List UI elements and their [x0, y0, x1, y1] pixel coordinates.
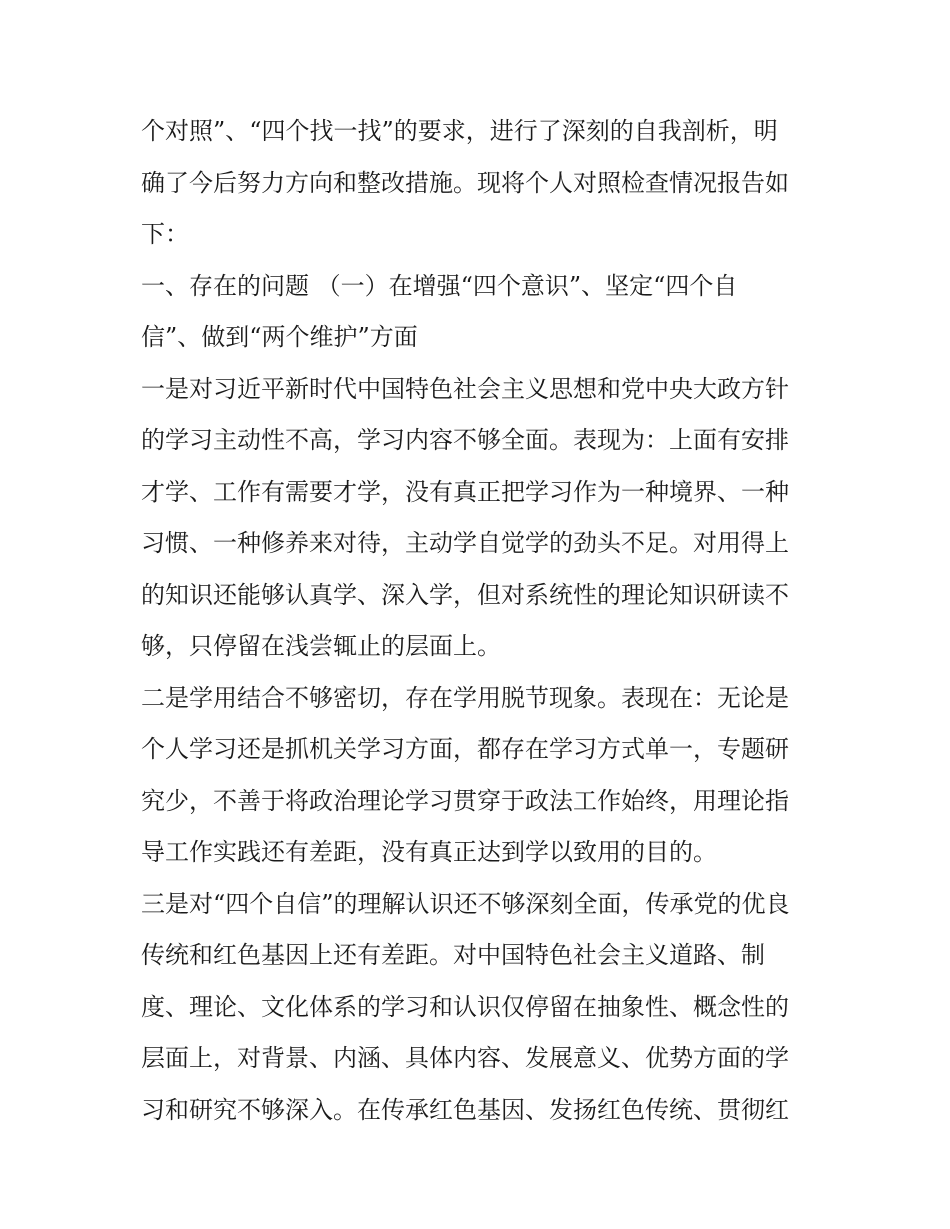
paragraph-point-two: [141, 673, 813, 879]
text-line: 习和研究不够深入。在传承红色基因、发扬红色传统、贯彻红: [141, 1095, 789, 1124]
paragraph-intro: [141, 106, 813, 261]
text-line: 一是对习近平新时代中国特色社会主义思想和党中央大政方针: [141, 374, 789, 403]
document-body: [141, 106, 813, 1136]
text-line: 信”、做到“两个维护”方面: [141, 323, 418, 351]
text-line: 的知识还能够认真学、深入学，但对系统性的理论知识研读不: [141, 580, 789, 609]
text-line: 度、理论、文化体系的学习和认识仅停留在抽象性、概念性的: [141, 992, 789, 1021]
text-line: 一、存在的问题 （一）在增强“四个意识”、坚定“四个自: [141, 271, 738, 300]
text-line: 层面上，对背景、内涵、具体内容、发展意义、优势方面的学: [141, 1044, 789, 1072]
text-line: 三是对“四个自信”的理解认识还不够深刻全面，传承党的优良: [141, 889, 790, 918]
section-heading: [141, 261, 813, 364]
paragraph-point-three: [141, 879, 813, 1137]
text-line: 确了今后努力方向和整改措施。现将个人对照检查情况报告如: [141, 168, 789, 197]
text-line: 导工作实践还有差距，没有真正达到学以致用的目的。: [141, 838, 717, 866]
text-line: 个对照”、“四个找一找”的要求，进行了深刻的自我剖析，明: [141, 117, 778, 145]
text-line: 个人学习还是抓机关学习方面，都存在学习方式单一，专题研: [141, 735, 789, 763]
text-line: 才学、工作有需要才学，没有真正把学习作为一种境界、一种: [141, 477, 789, 506]
text-line: 二是学用结合不够密切，存在学用脱节现象。表现在：无论是: [141, 683, 789, 712]
text-line: 的学习主动性不高，学习内容不够全面。表现为：上面有安排: [141, 426, 789, 454]
text-line: 传统和红色基因上还有差距。对中国特色社会主义道路、制: [141, 941, 765, 969]
text-line: 下：: [141, 220, 189, 248]
text-line: 够，只停留在浅尝辄止的层面上。: [141, 632, 501, 660]
text-line: 习惯、一种修养来对待，主动学自觉学的劲头不足。对用得上: [141, 529, 789, 557]
paragraph-point-one: [141, 364, 813, 673]
text-line: 究少，不善于将政治理论学习贯穿于政法工作始终，用理论指: [141, 786, 789, 815]
